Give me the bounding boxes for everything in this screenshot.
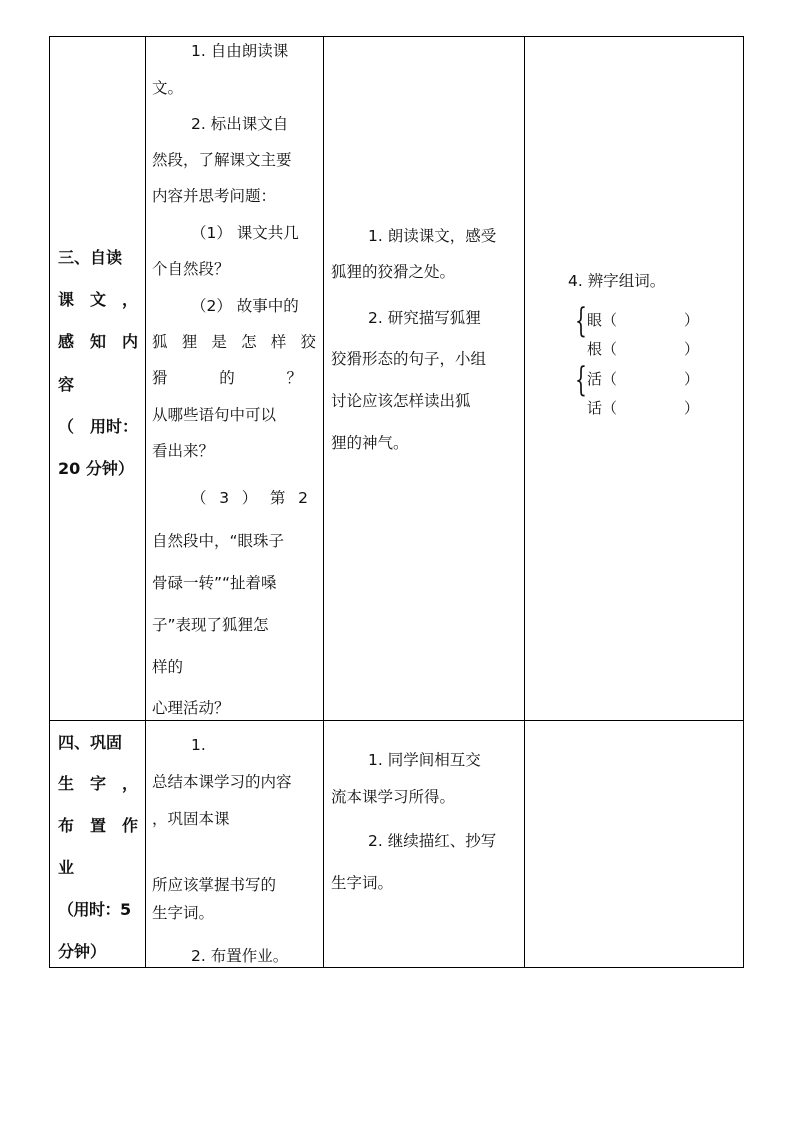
stage-title-line: 三、自读 [58,248,123,267]
word-pair-item: 活（ [587,370,618,388]
student-text-line: 2. 研究描写狐狸 [368,309,481,327]
teacher-text-line: （1） 课文共几 [191,224,299,242]
teacher-text-line: 子”表现了狐狸怎 [152,616,269,634]
word-pair-item: 眼（ [587,311,618,329]
teacher-text-line: 骨碌一转”“扯着嗓 [152,574,277,592]
exercise-cell-empty [524,720,743,967]
teacher-text-line: 所应该掌握书写的 [152,876,277,894]
teacher-activity-cell [145,720,323,967]
exercise-cell [524,36,743,720]
exercise-title: 4. 辨字组词。 [568,272,666,290]
student-text-line: 狡猾形态的句子，小组 [331,350,487,368]
teacher-text-line: 自然段中，“眼珠子 [152,532,285,550]
teacher-text-line: 样的 [152,658,184,676]
stage-time-line: （用时：5 [58,900,131,919]
stage-title-line: 布 置 作 [58,816,138,835]
stage-time-line: 分钟） [58,942,107,961]
teacher-text-line: 心理活动？ [152,699,230,717]
brace-icon: { [575,360,587,400]
student-text-line: 1. 朗读课文，感受 [368,227,497,245]
teacher-activity-cell [145,36,323,720]
word-pair-item: 根（ [587,340,618,358]
table-border-right [743,36,744,968]
word-pair-close: ） [684,399,700,417]
teacher-text-line: 狐 狸 是 怎 样 狡 [152,333,316,351]
word-pair-item: 话（ [587,399,618,417]
word-pair-close: ） [684,340,700,358]
stage-title-line: 感 知 内 [58,332,138,351]
brace-icon: { [575,301,587,341]
student-text-line: 狐狸的狡猾之处。 [331,263,456,281]
student-text-line: 狸的神气。 [331,434,409,452]
teacher-text-line: 从哪些语句中可以 [152,406,277,424]
student-text-line: 2. 继续描红、抄写 [368,832,497,850]
teacher-text-line: 看出来？ [152,442,215,460]
word-pair-close: ） [684,311,700,329]
student-activity-cell [323,720,524,967]
stage-time-line: 20 分钟） [58,459,134,478]
teacher-text-line: 猾 的 ？ [152,369,302,387]
stage-cell-consolidate [49,720,145,967]
stage-title-line: 四、巩固 [58,733,123,752]
stage-cell-self-reading [49,36,145,720]
teacher-text-line: 个自然段？ [152,260,230,278]
table-border-bottom [49,967,744,968]
stage-title-line: 课 文 ， [58,290,138,309]
stage-time-line: （ 用时： [58,417,138,436]
student-text-line: 生字词。 [331,874,394,892]
teacher-text-line: 1. 自由朗读课 [191,42,289,60]
student-activity-cell [323,36,524,720]
student-text-line: 讨论应该怎样读出狐 [331,392,471,410]
teacher-text-line: （2） 故事中的 [191,297,299,315]
student-text-line: 1. 同学间相互交 [368,751,481,769]
word-pair-close: ） [684,370,700,388]
teacher-text-line: 1. [191,736,206,754]
teacher-text-line: ，巩固本课 [152,810,230,828]
teacher-text-line: 文。 [152,79,184,97]
teacher-text-line: 然段，了解课文主要 [152,151,292,169]
student-text-line: 流本课学习所得。 [331,788,456,806]
lesson-plan-table [49,36,744,968]
teacher-text-line: 内容并思考问题： [152,187,277,205]
teacher-text-line: 2. 标出课文自 [191,115,289,133]
teacher-text-line: 生字词。 [152,904,215,922]
stage-title-line: 容 [58,375,75,394]
stage-title-line: 业 [58,858,75,877]
stage-title-line: 生 字 ， [58,774,138,793]
teacher-text-line: 2. 布置作业。 [191,947,289,965]
teacher-text-line: （ 3 ） 第 2 [191,489,308,507]
teacher-text-line: 总结本课学习的内容 [152,773,292,791]
